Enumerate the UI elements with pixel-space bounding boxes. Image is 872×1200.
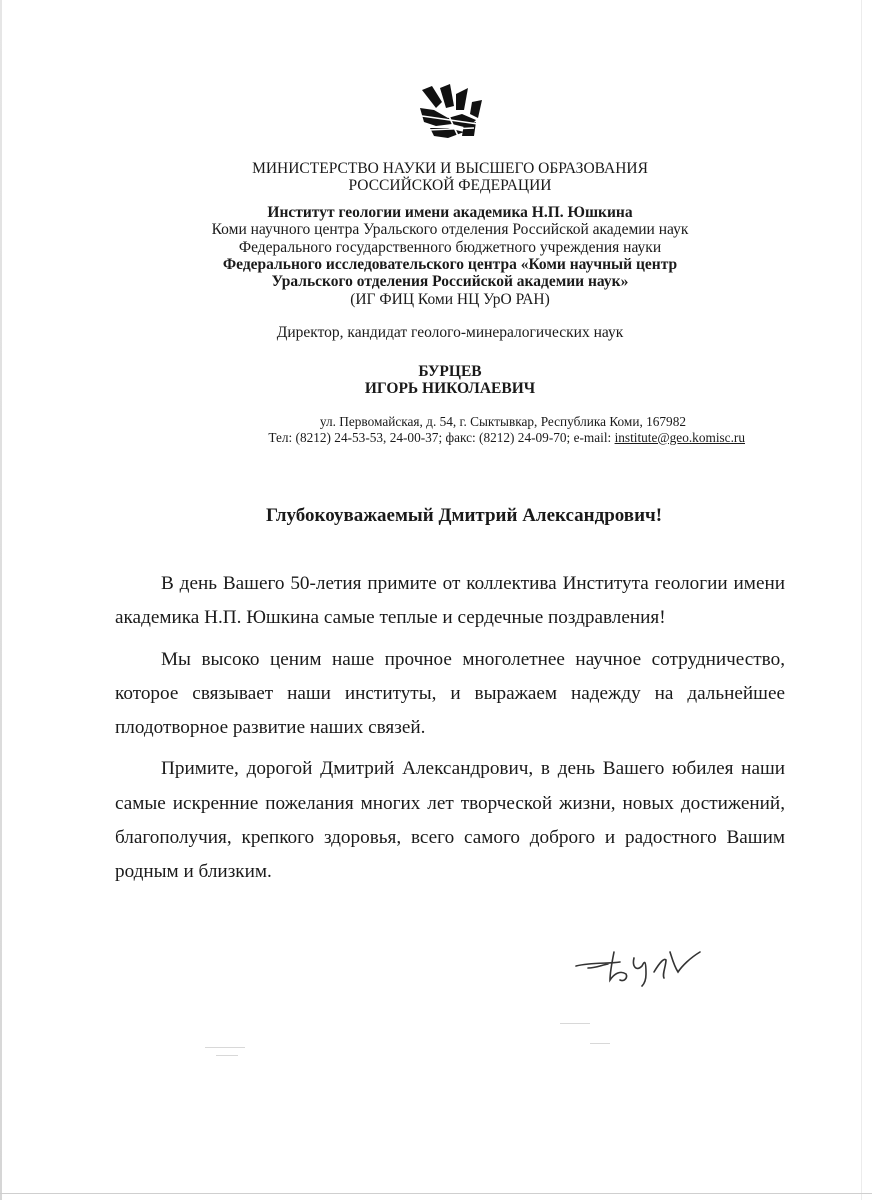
institute-line: Федерального исследовательского центра «Коми научный центр	[222, 256, 678, 274]
letterhead	[150, 160, 750, 342]
scan-noise	[590, 1043, 610, 1044]
scan-noise	[216, 1055, 238, 1056]
scan-noise	[205, 1047, 245, 1048]
greeting: Глубокоуважаемый Дмитрий Александрович!	[265, 505, 663, 526]
page-bottom-edge	[0, 1193, 872, 1194]
phones-line	[150, 430, 745, 446]
ministry-line: МИНИСТЕРСТВО НАУКИ И ВЫСШЕГО ОБРАЗОВАНИЯ	[252, 160, 648, 177]
paragraph: В день Вашего 50-летия примите от коллектива Института геологии имени академика Н.П. Юшкина самые теплые и сердечные поздравления!	[115, 573, 785, 629]
director-title: Директор, кандидат геолого-минералогических наук	[276, 324, 624, 342]
institute-line: Коми научного центра Уральского отделения Российской академии наук	[211, 221, 689, 239]
institute-name: Институт геологии имени академика Н.П. Юшкина	[267, 203, 633, 221]
director-surname: БУРЦЕВ	[418, 363, 482, 380]
director-name-block	[150, 363, 750, 397]
phones: Тел: (8212) 24-53-53, 24-00-37; факс: (8212) 24-09-70; e-mail:	[268, 429, 615, 445]
institute-logo-icon	[418, 84, 482, 138]
ministry-line: РОССИЙСКОЙ ФЕДЕРАЦИИ	[348, 177, 552, 195]
page-edge-right	[861, 0, 862, 1200]
institute-line: Федерального государственного бюджетного учреждения науки	[238, 238, 662, 256]
institute-abbreviation: (ИГ ФИЦ Коми НЦ УрО РАН)	[350, 290, 550, 308]
director-name: ИГОРЬ НИКОЛАЕВИЧ	[364, 380, 536, 397]
paragraph: Примите, дорогой Дмитрий Александрович, в день Вашего юбилея наши самые искренние пожелания многих лет творческой жизни, новых достижений, благополучия, крепкого здоровья, всего самого доброго и радостного Вашим родным и близким.	[115, 758, 785, 883]
page-edge	[0, 0, 2, 1200]
email-link[interactable]: institute@geo.komisc.ru	[614, 429, 745, 445]
letter-body	[115, 567, 785, 897]
scan-noise	[560, 1023, 590, 1024]
address: ул. Первомайская, д. 54, г. Сыктывкар, Республика Коми, 167982	[319, 414, 686, 429]
contact-block	[150, 414, 745, 445]
signature-icon	[574, 944, 704, 988]
paragraph: Мы высоко ценим наше прочное многолетнее научное сотрудничество, которое связывает наши институты, и выражаем надежду на дальнейшее плодотворное развитие наших связей.	[115, 648, 785, 739]
institute-line: Уральского отделения Российской академии наук»	[271, 273, 629, 291]
